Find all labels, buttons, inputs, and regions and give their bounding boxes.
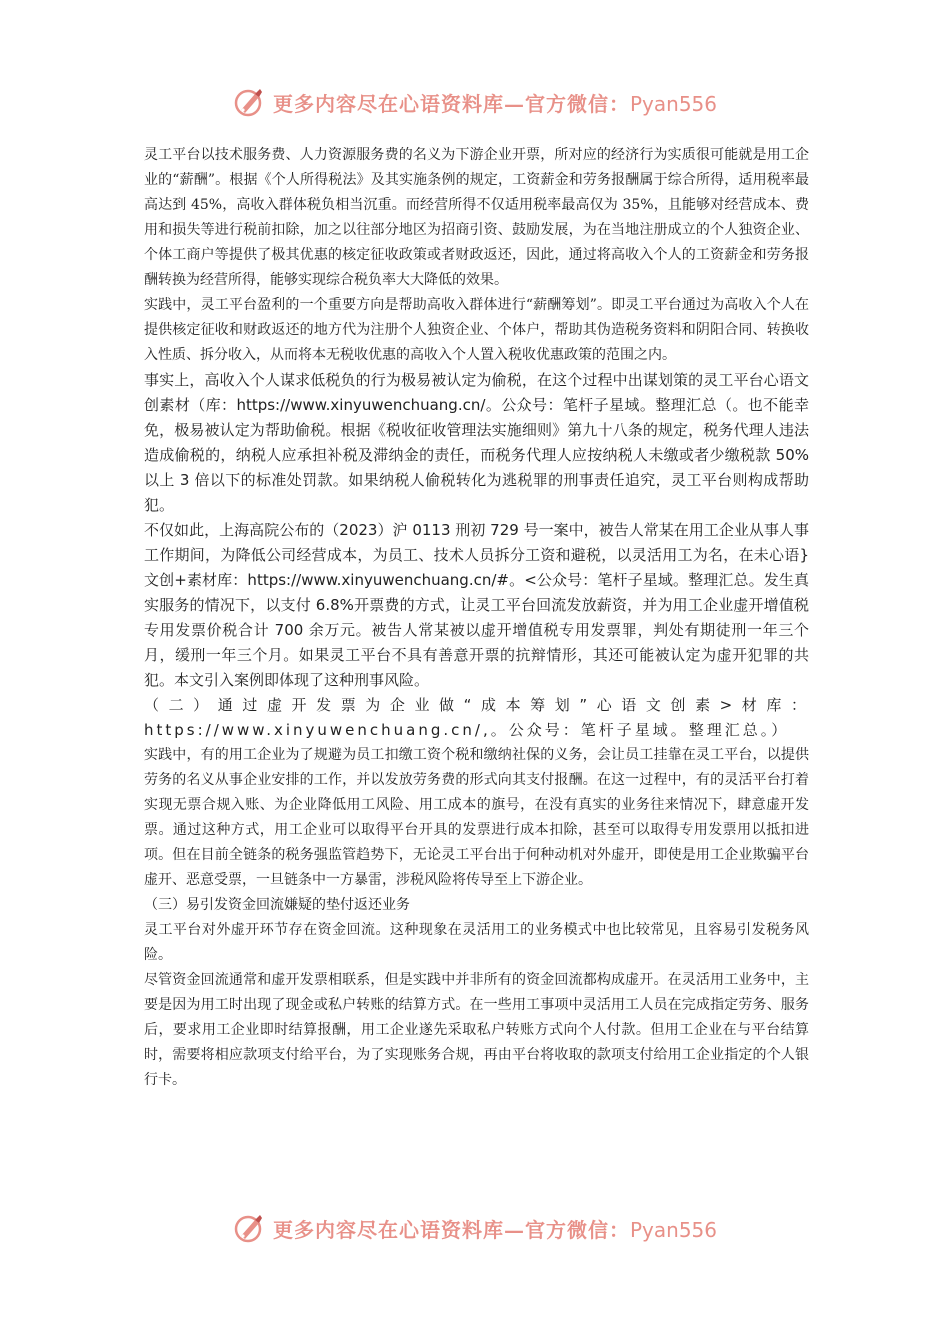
document-body <box>144 143 809 1093</box>
paragraph-1: 灵工平台以技术服务费、人力资源服务费的名义为下游企业开票，所对应的经济行为实质很可能就是用工企业的“薪酬”。根据《个人所得税法》及其实施条例的规定，工资薪金和劳务报酬属于综合所得，适用税率最高达到 45%，高收入群体税负相当沉重。而经营所得不仅适用税率最高仅为 35%，且能够对经营成本、费用和损失等进行税前扣除，加之以往部分地区为招商引资、鼓励发展，为在当地注册成立的个人独资企业、个体工商户等提供了极其优惠的核定征收政策或者财政返还，因此，通过将高收入个人的工资薪金和劳务报酬转换为经营所得，能够实现综合税负率大大降低的效果。 <box>144 147 809 288</box>
footer-banner <box>0 1210 950 1246</box>
section-heading-3: （三）易引发资金回流嫌疑的垫付返还业务 <box>144 897 410 913</box>
wechat-id: Pyan556 <box>629 91 717 116</box>
paragraph-7: 尽管资金回流通常和虚开发票相联系，但是实践中并非所有的资金回流都构成虚开。在灵活用工业务中，主要是因为用工时出现了现金或私户转账的结算方式。在一些用工事项中灵活用工人员在完成指定劳务、服务后，要求用工企业即时结算报酬，用工企业遂先采取私户转账方式向个人付款。但用工企业在与平台结算时，需要将相应款项支付给平台，为了实现账务合规，再由平台将收取的款项支付给用工企业指定的个人银行卡。 <box>144 972 809 1088</box>
pen-logo-icon <box>233 1212 265 1244</box>
banner-text <box>273 1214 717 1243</box>
paragraph-6: 灵工平台对外虚开环节存在资金回流。这种现象在灵活用工的业务模式中也比较常见，且容易引发税务风险。 <box>144 922 809 963</box>
paragraph-5: 实践中，有的用工企业为了规避为员工扣缴工资个税和缴纳社保的义务，会让员工挂靠在灵工平台，以提供劳务的名义从事企业安排的工作，并以发放劳务费的形式向其支付报酬。在这一过程中，有的灵活平台打着实现无票合规入账、为企业降低用工风险、用工成本的旗号，在没有真实的业务往来情况下，肆意虚开发票。通过这种方式，用工企业可以取得平台开具的发票进行成本扣除，甚至可以取得专用发票用以抵扣进项。但在目前全链条的税务强监管趋势下，无论灵工平台出于何种动机对外虚开，即使是用工企业欺骗平台虚开、恶意受票，一旦链条中一方暴雷，涉税风险将传导至上下游企业。 <box>144 747 809 888</box>
paragraph-4: 不仅如此，上海高院公布的（2023）沪 0113 刑初 729 号一案中，被告人常某在用工企业从事人事工作期间，为降低公司经营成本，为员工、技术人员拆分工资和避税，以灵活用工为名，在未心语}文创+素材库：https://www.xinyuwenchuang.cn/#。<公众号：笔杆子星域。整理汇总。发生真实服务的情况下，以支付 6.8%开票费的方式，让灵工平台回流发放薪资，并为用工企业虚开增值税专用发票价税合计 700 余万元。被告人常某被以虚开增值税专用发票罪，判处有期徒刑一年三个月，缓刑一年三个月。如果灵工平台不具有善意开票的抗辩情形，其还可能被认定为虚开犯罪的共犯。本文引入案例即体现了这种刑事风险。 <box>144 521 809 689</box>
banner-label: 更多内容尽在心语资料库—官方微信： <box>272 1217 630 1242</box>
banner-text <box>273 88 717 117</box>
wechat-id: Pyan556 <box>629 1217 717 1242</box>
section-heading-2: （二）通过虚开发票为企业做“成本筹划”心语文创素>材库：https://www.xinyuwenchuang.cn/,。公众号：笔杆子星域。整理汇总。） <box>144 696 809 739</box>
paragraph-3: 事实上，高收入个人谋求低税负的行为极易被认定为偷税，在这个过程中出谋划策的灵工平台心语文创素材（库：https://www.xinyuwenchuang.cn/。公众号：笔杆子星域。整理汇总（。也不能幸免，极易被认定为帮助偷税。根据《税收征收管理法实施细则》第九十八条的规定，税务代理人违法造成偷税的，纳税人应承担补税及滞纳金的责任，而税务代理人应按纳税人未缴或者少缴税款 50%以上 3 倍以下的标准处罚款。如果纳税人偷税转化为逃税罪的刑事责任追究，灵工平台则构成帮助犯。 <box>144 371 809 514</box>
banner-label: 更多内容尽在心语资料库—官方微信： <box>272 91 630 116</box>
paragraph-2: 实践中，灵工平台盈利的一个重要方向是帮助高收入群体进行“薪酬筹划”。即灵工平台通过为高收入个人在提供核定征收和财政返还的地方代为注册个人独资企业、个体户，帮助其伪造税务资料和阴阳合同、转换收入性质、拆分收入，从而将本无税收优惠的高收入个人置入税收优惠政策的范围之内。 <box>144 297 809 363</box>
pen-logo-icon <box>233 86 265 118</box>
header-banner <box>0 84 950 120</box>
